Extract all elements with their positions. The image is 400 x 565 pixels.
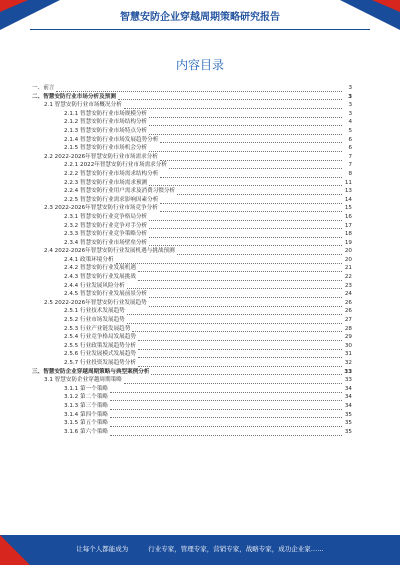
toc-entry[interactable] [32,307,352,316]
toc-entry-label: 3.1.3 第三个策略 [64,402,108,409]
toc-entry[interactable] [32,230,352,239]
document-title: 智慧安防企业穿越周期策略研究报告 [120,12,280,23]
toc-entry[interactable] [32,419,352,428]
toc-entry[interactable] [32,325,352,334]
toc-entry-label: 2.5 2022-2026年智慧安防行业发展趋势 [44,299,147,306]
toc-entry-page: 28 [344,325,352,332]
toc-leader-dots [124,377,342,384]
toc-leader-dots [149,300,342,307]
toc-entry-label: 2.2.4 智慧安防行业用户需求及消费习惯分析 [64,188,176,195]
toc-entry-page: 4 [348,119,352,126]
toc-entry[interactable] [32,170,352,179]
toc-entry-label: 2.1.3 智慧安防行业市场特点分析 [64,127,148,134]
toc-entry[interactable] [32,247,352,256]
toc-leader-dots [169,162,342,169]
toc-entry[interactable] [32,350,352,359]
toc-entry[interactable] [32,239,352,248]
toc-leader-dots [138,334,342,341]
toc-entry-label: 2.5.3 行业产业链发展趋势 [64,325,131,332]
toc-entry[interactable] [32,316,352,325]
toc-entry-page: 6 [348,145,352,152]
toc-entry-page: 7 [348,162,352,169]
toc-entry-label: 2.3.3 智慧安防行业竞争策略分析 [64,231,148,238]
toc-entry-label: 2.4.3 智慧安防行业发展挑战 [64,274,136,281]
toc-leader-dots [149,179,342,186]
toc-entry-page: 31 [344,351,352,358]
toc-entry[interactable] [32,376,352,385]
toc-entry-label: 2.5.1 行业技术发展趋势 [64,308,125,315]
toc-entry-page: 27 [344,317,352,324]
toc-leader-dots [177,188,342,195]
toc-leader-dots [149,291,342,298]
toc-entry-label: 3.1.2 第二个策略 [64,394,108,401]
toc-entry[interactable] [32,264,352,273]
toc-entry[interactable] [32,428,352,437]
toc-entry[interactable] [32,101,352,110]
toc-entry-label: 2.4.2 智慧安防行业发展机遇 [64,265,136,272]
toc-entry-page: 16 [344,213,352,220]
toc-leader-dots [138,343,342,350]
toc-entry-label: 2.1 智慧安防行业市场概况分析 [44,102,122,109]
toc-entry-label: 2.5.2 行业市场发展趋势 [64,317,125,324]
toc-entry-page: 14 [344,196,352,203]
toc-entry-label: 2.1.5 智慧安防行业市场机会分析 [64,145,148,152]
toc-entry-page: 18 [344,231,352,238]
toc-leader-dots [110,386,342,393]
toc-entry[interactable] [32,204,352,213]
toc-entry-page: 20 [344,256,352,263]
toc-entry-label: 三、智慧安防企业穿越周期策略与典型案例分析 [32,368,150,375]
toc-entry-page: 22 [344,274,352,281]
toc-entry-label: 2.1.2 智慧安防行业市场结构分析 [64,119,148,126]
toc-entry-page: 29 [344,334,352,341]
toc-entry-page: 3 [348,85,352,91]
toc-entry-label: 2.2.2 智慧安防行业市场需求结构分析 [64,170,159,177]
toc-leader-dots [149,231,342,238]
toc-entry-label: 2.5.4 行业竞争格局发展趋势 [64,334,136,341]
toc-entry-label: 3.1.1 第一个策略 [64,385,108,392]
toc-entry[interactable] [32,179,352,188]
toc-leader-dots [127,317,342,324]
toc-entry[interactable] [32,84,352,93]
toc-entry-page: 13 [344,188,352,195]
toc-leader-dots [138,351,342,358]
toc-entry[interactable] [32,256,352,265]
toc-entry-page: 6 [348,136,352,143]
toc-leader-dots [177,248,342,255]
toc-leader-dots [110,394,342,401]
toc-entry-label: 2.2 2022-2026年智慧安防行业市场需求分析 [44,153,158,160]
toc-entry-page: 33 [344,368,352,375]
toc-entry-page: 35 [344,420,352,427]
toc-leader-dots [149,145,342,152]
toc-entry-page: 17 [344,222,352,229]
toc-entry-label: 2.4.1 政策环境分析 [64,256,114,263]
toc-leader-dots [110,420,342,427]
toc-entry-page: 34 [344,394,352,401]
toc-entry[interactable] [32,118,352,127]
toc-entry-label: 3.1.5 第五个策略 [64,420,108,427]
toc-entry-page: 35 [344,428,352,435]
toc-leader-dots [160,154,342,161]
toc-leader-dots [138,265,342,272]
toc-entry-page: 19 [344,239,352,246]
footer-slogan: 让每个人都能成为 [76,545,129,553]
toc-entry-page: 21 [344,265,352,272]
toc-entry-page: 35 [344,411,352,418]
toc-entry[interactable] [32,342,352,351]
toc-entry-page: 33 [344,377,352,384]
toc-entry-label: 2.1.4 智慧安防行业市场发展趋势分析 [64,136,159,143]
toc-entry-label: 2.3.2 智慧安防行业竞争对手分析 [64,222,148,229]
footer-roles: 行业专家，管理专家，营销专家，战略专家，成功企业家…… [148,545,324,553]
toc-entry[interactable] [32,144,352,153]
toc-entry-label: 2.5.5 行业政策发展趋势分析 [64,342,136,349]
toc-leader-dots [116,257,342,264]
toc-entry[interactable] [32,299,352,308]
toc-entry-page: 20 [344,248,352,255]
toc-entry-label: 3.1 智慧安防企业穿越周期策略 [44,377,122,384]
toc-entry-page: 26 [344,299,352,306]
toc-leader-dots [127,308,342,315]
toc-leader-dots [149,239,342,246]
toc-entry[interactable] [32,273,352,282]
toc-leader-dots [149,119,342,126]
toc-entry-label: 二、智慧安防行业市场分析及预测 [32,93,116,100]
toc-heading: 内容目录 [175,58,224,72]
toc-entry-label: 2.3.1 智慧安防行业竞争格局分析 [64,213,148,220]
toc-entry[interactable] [32,393,352,402]
toc-leader-dots [56,85,342,92]
toc-leader-dots [110,403,342,410]
toc-entry[interactable] [32,385,352,394]
toc-leader-dots [110,429,342,436]
page-header [0,0,400,30]
toc-entry-page: 34 [344,385,352,392]
toc-leader-dots [151,368,342,375]
toc-entry-page: 15 [344,205,352,212]
toc-leader-dots [118,93,342,100]
toc-entry-page: 30 [344,342,352,349]
toc-leader-dots [124,102,342,109]
toc-entry[interactable] [32,411,352,420]
toc-entry[interactable] [32,161,352,170]
toc-leader-dots [138,274,342,281]
toc-entry-page: 3 [348,102,352,109]
toc-leader-dots [160,197,342,204]
toc-entry-page: 23 [344,282,352,289]
toc-entry[interactable] [32,153,352,162]
toc-entry-page: 7 [348,153,352,160]
toc-entry-page: 8 [348,170,352,177]
toc-entry-page: 5 [348,127,352,134]
toc-entry-page: 26 [344,308,352,315]
toc-entry[interactable] [32,333,352,342]
toc-entry[interactable] [32,222,352,231]
toc-entry[interactable] [32,127,352,136]
toc-entry-page: 32 [344,360,352,366]
toc-entry-page: 3 [348,110,352,117]
toc-leader-dots [149,214,342,221]
toc-entry[interactable] [32,368,352,377]
toc-entry-page: 34 [344,402,352,409]
toc-entry-page: 11 [344,179,352,186]
toc-entry-page: 24 [344,291,352,298]
toc-entry-label: 2.4 2022-2026年智慧安防行业发展机遇与挑战预测 [44,248,175,255]
toc-entry-label: 2.4.4 行业发展风险分析 [64,282,125,289]
toc-leader-dots [149,111,342,118]
footer-text [0,544,400,553]
toc-entry[interactable] [32,196,352,205]
toc-leader-dots [132,325,342,332]
toc-entry-label: 2.5.7 行业投资发展趋势分析 [64,360,136,366]
toc-entry[interactable] [32,213,352,222]
toc-entry-label: 2.1.1 智慧安防行业市场规模分析 [64,110,148,117]
toc-entry[interactable] [32,282,352,291]
toc-leader-dots [110,411,342,418]
toc-entry-label: 一、前言 [32,85,55,91]
toc-entry-label: 2.2.3 智慧安防行业市场需求预测 [64,179,148,186]
toc-entry-label: 3.1.6 第六个策略 [64,428,108,435]
toc-leader-dots [160,205,342,212]
toc-entry[interactable] [32,187,352,196]
toc-entry-label: 2.4.5 智慧安防行业发展前景分析 [64,291,148,298]
toc-leader-dots [160,136,342,143]
toc-entry-label: 2.3.4 智慧安防行业市场壁垒分析 [64,239,148,246]
toc-leader-dots [127,282,342,289]
toc-entry[interactable] [32,402,352,411]
toc-entry[interactable] [32,136,352,145]
toc-entry[interactable] [32,110,352,119]
table-of-contents [32,84,352,436]
toc-entry-label: 2.2.1 2022年智慧安防行业市场需求分析 [64,162,167,169]
toc-leader-dots [149,222,342,229]
toc-leader-dots [138,360,342,367]
toc-entry-label: 2.3 2022-2026年智慧安防行业市场竞争分析 [44,205,158,212]
toc-entry-label: 2.2.5 智慧安防行业需求影响因素分析 [64,196,159,203]
toc-entry[interactable] [32,93,352,102]
toc-leader-dots [160,171,342,178]
toc-leader-dots [149,128,342,135]
header-divider [30,29,370,30]
toc-entry-label: 2.5.6 行业发展模式发展趋势 [64,351,136,358]
toc-entry-label: 3.1.4 第四个策略 [64,411,108,418]
toc-entry[interactable] [32,359,352,368]
toc-entry[interactable] [32,290,352,299]
toc-entry-page: 3 [348,93,352,100]
